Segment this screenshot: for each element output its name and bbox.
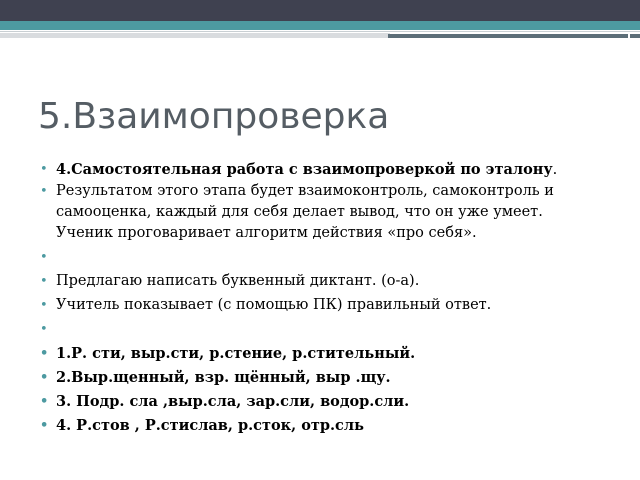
decor-stripe-left xyxy=(0,33,390,38)
bullet-text: Результатом этого этапа будет взаимоконтроль, самоконтроль и самооценка, каждый для себя делает вывод, что он уже умеет. Ученик проговаривает алгоритм действия «про себя». xyxy=(56,183,554,241)
bullet-item-3 xyxy=(40,247,600,268)
bullet-icon: • xyxy=(40,274,48,289)
bullet-item-2 xyxy=(40,181,600,244)
decor-stripe-right-end xyxy=(630,34,640,38)
bullet-list xyxy=(40,159,600,436)
bullet-item-5 xyxy=(40,295,600,316)
bullet-icon: • xyxy=(40,346,49,361)
slide-title: 5.Взаимопроверка xyxy=(38,96,390,137)
bullet-icon: • xyxy=(40,370,49,385)
bullet-icon: • xyxy=(40,162,48,177)
bullet-item-7 xyxy=(40,343,600,364)
bullet-text: Предлагаю написать буквенный диктант. (о-а). xyxy=(56,273,420,289)
bullet-item-1 xyxy=(40,159,600,181)
bullet-item-6 xyxy=(40,319,600,340)
bullet-text: 1.Р. сти, выр.сти, р.стение, р.стительный. xyxy=(56,345,416,362)
bullet-icon: • xyxy=(40,322,48,337)
bullet-text: 4. Р.стов , Р.стислав, р.сток, отр.сль xyxy=(56,417,364,434)
bullet-icon: • xyxy=(40,394,49,409)
bullet-item-4 xyxy=(40,271,600,292)
bullet-item-10 xyxy=(40,415,600,436)
accent-band xyxy=(0,21,640,30)
bullet-text: Учитель показывает (с помощью ПК) правильный ответ. xyxy=(56,297,492,313)
decor-stripe-right xyxy=(388,34,628,38)
bullet-text: 4.Самостоятельная работа с взаимопроверкой по эталону xyxy=(56,161,553,178)
bullet-icon: • xyxy=(40,250,48,265)
bullet-suffix: . xyxy=(552,162,558,178)
top-decor-bar xyxy=(0,0,640,21)
bullet-item-8 xyxy=(40,367,600,388)
bullet-icon: • xyxy=(40,418,49,433)
bullet-icon: • xyxy=(40,184,48,199)
bullet-icon: • xyxy=(40,298,48,313)
bullet-item-9 xyxy=(40,391,600,412)
bullet-text: 2.Выр.щенный, взр. щённый, выр .щу. xyxy=(56,369,391,386)
decor-line xyxy=(0,31,640,32)
bullet-text: 3. Подр. сла ,выр.сла, зар.сли, водор.сли. xyxy=(56,393,410,410)
